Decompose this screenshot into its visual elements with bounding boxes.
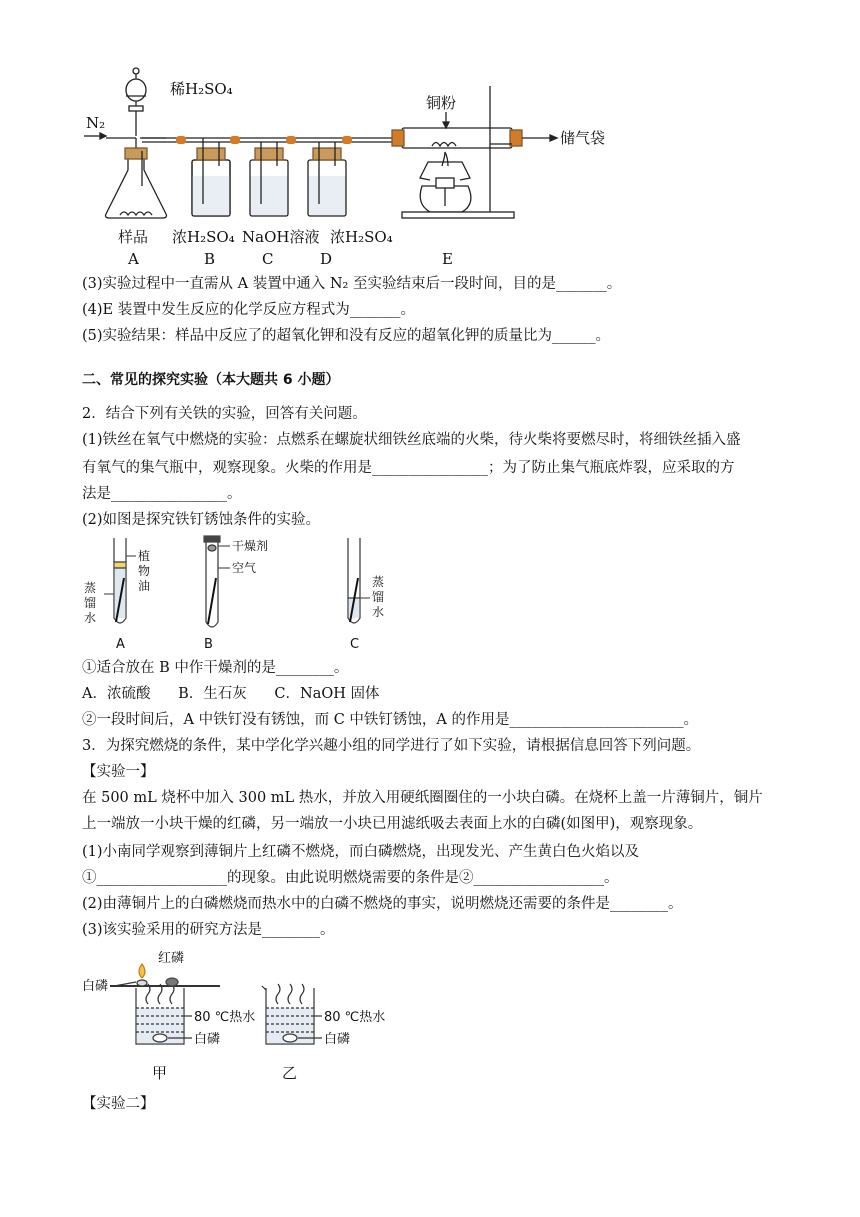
label-hot-water-jia: 80 ℃热水: [194, 1010, 256, 1025]
q3-intro: 3．为探究燃烧的条件，某中学化学兴趣小组的同学进行了如下实验，请根据信息回答下列问题。: [82, 738, 701, 754]
q2-part1-line3: 法是________________。: [82, 486, 242, 502]
q3-para-line1: 在 500 mL 烧杯中加入 300 mL 热水，并放入用硬纸圈圈住的一小块白磷。在烧杯上盖一片薄铜片，铜片: [82, 790, 763, 806]
label-gas-bag: 储气袋: [560, 129, 606, 147]
letter-b: B: [204, 250, 216, 268]
letter-e: E: [442, 250, 453, 268]
label-conc-acid-b: 浓H₂SO₄: [172, 228, 235, 246]
label-sample: 样品: [118, 228, 149, 246]
label-conc-acid-d: 浓H₂SO₄: [330, 228, 393, 246]
tube-c-water-1: 蒸: [372, 575, 385, 589]
tube-letter-c: C: [350, 637, 360, 652]
section-title: 二、常见的探究实验（本大题共 6 小题）: [82, 372, 340, 388]
q3-part2: (2)由薄铜片上的白磷燃烧而热水中的白磷不燃烧的事实，说明燃烧还需要的条件是________。: [82, 896, 683, 912]
tube-a-water-2: 馏: [84, 596, 97, 610]
tube-c-water-3: 水: [372, 605, 385, 619]
q3-part1-line2: ①__________________的现象。由此说明燃烧需要的条件是②__________________。: [82, 870, 619, 886]
label-hot-water-yi: 80 ℃热水: [324, 1010, 386, 1025]
q3-exp1: 【实验一】: [82, 764, 155, 780]
label-n2: N₂: [86, 114, 106, 132]
label-red-p: 红磷: [158, 951, 185, 966]
q2-sub2: ②一段时间后，A 中铁钉没有锈蚀，而 C 中铁钉锈蚀，A 的作用是________________________。: [82, 712, 698, 728]
tube-a-water-1: 蒸: [84, 581, 97, 595]
q2-sub1: ①适合放在 B 中作干燥剂的是________。: [82, 660, 349, 676]
label-naoh: NaOH溶液: [242, 228, 320, 246]
q3-part3: (3)该实验采用的研究方法是________。: [82, 922, 335, 938]
tube-b-desiccant: 干燥剂: [232, 539, 269, 553]
letter-a: A: [128, 250, 139, 268]
label-white-p-jia: 白磷: [194, 1032, 221, 1047]
nail-rust-figure: [80, 534, 400, 654]
q3-para-line2: 上一端放一小块干燥的红磷，另一端放一小块已用滤纸吸去表面上水的白磷(如图甲)，观察现象。: [82, 816, 703, 832]
tube-a-water-3: 水: [84, 611, 97, 625]
q3-exp2: 【实验二】: [82, 1096, 155, 1112]
tube-c-water-2: 馏: [372, 590, 385, 604]
caption-yi: 乙: [282, 1064, 298, 1082]
tube-b-air: 空气: [232, 561, 257, 575]
q3-part1-line1: (1)小南同学观察到薄铜片上红磷不燃烧，而白磷燃烧，出现发光、产生黄白色火焰以及: [82, 844, 640, 860]
tube-a-oil-3: 油: [138, 579, 151, 593]
apparatus-figure: [80, 66, 620, 276]
q2-options: A．浓硫酸 B．生石灰 C．NaOH 固体: [82, 686, 380, 702]
letter-c: C: [262, 250, 274, 268]
q2-part1-line1: (1)铁丝在氧气中燃烧的实验：点燃系在螺旋状细铁丝底端的火柴，待火柴将要燃尽时，将细铁丝插入盛: [82, 432, 741, 448]
caption-jia: 甲: [152, 1064, 168, 1082]
combustion-figure: [80, 946, 400, 1086]
tube-letter-b: B: [204, 637, 213, 652]
label-white-p-top: 白磷: [82, 979, 109, 994]
q1-part5: (5)实验结果：样品中反应了的超氧化钾和没有反应的超氧化钾的质量比为______。: [82, 328, 611, 344]
label-acid: 稀H₂SO₄: [170, 80, 233, 98]
q2-intro: 2．结合下列有关铁的实验，回答有关问题。: [82, 406, 367, 422]
letter-d: D: [320, 250, 333, 268]
q1-part4: (4)E 装置中发生反应的化学反应方程式为_______。: [82, 302, 415, 318]
tube-a-oil-1: 植: [138, 549, 151, 563]
tube-letter-a: A: [116, 637, 125, 652]
tube-a-oil-2: 物: [138, 564, 151, 578]
label-copper: 铜粉: [426, 94, 457, 112]
label-white-p-yi: 白磷: [324, 1032, 351, 1047]
q2-part2: (2)如图是探究铁钉锈蚀条件的实验。: [82, 512, 321, 528]
q2-part1-line2: 有氧气的集气瓶中，观察现象。火柴的作用是________________；为了防止集气瓶底炸裂，应采取的方: [82, 460, 735, 476]
q1-part3: (3)实验过程中一直需从 A 装置中通入 N₂ 至实验结束后一段时间，目的是_______。: [82, 276, 622, 292]
